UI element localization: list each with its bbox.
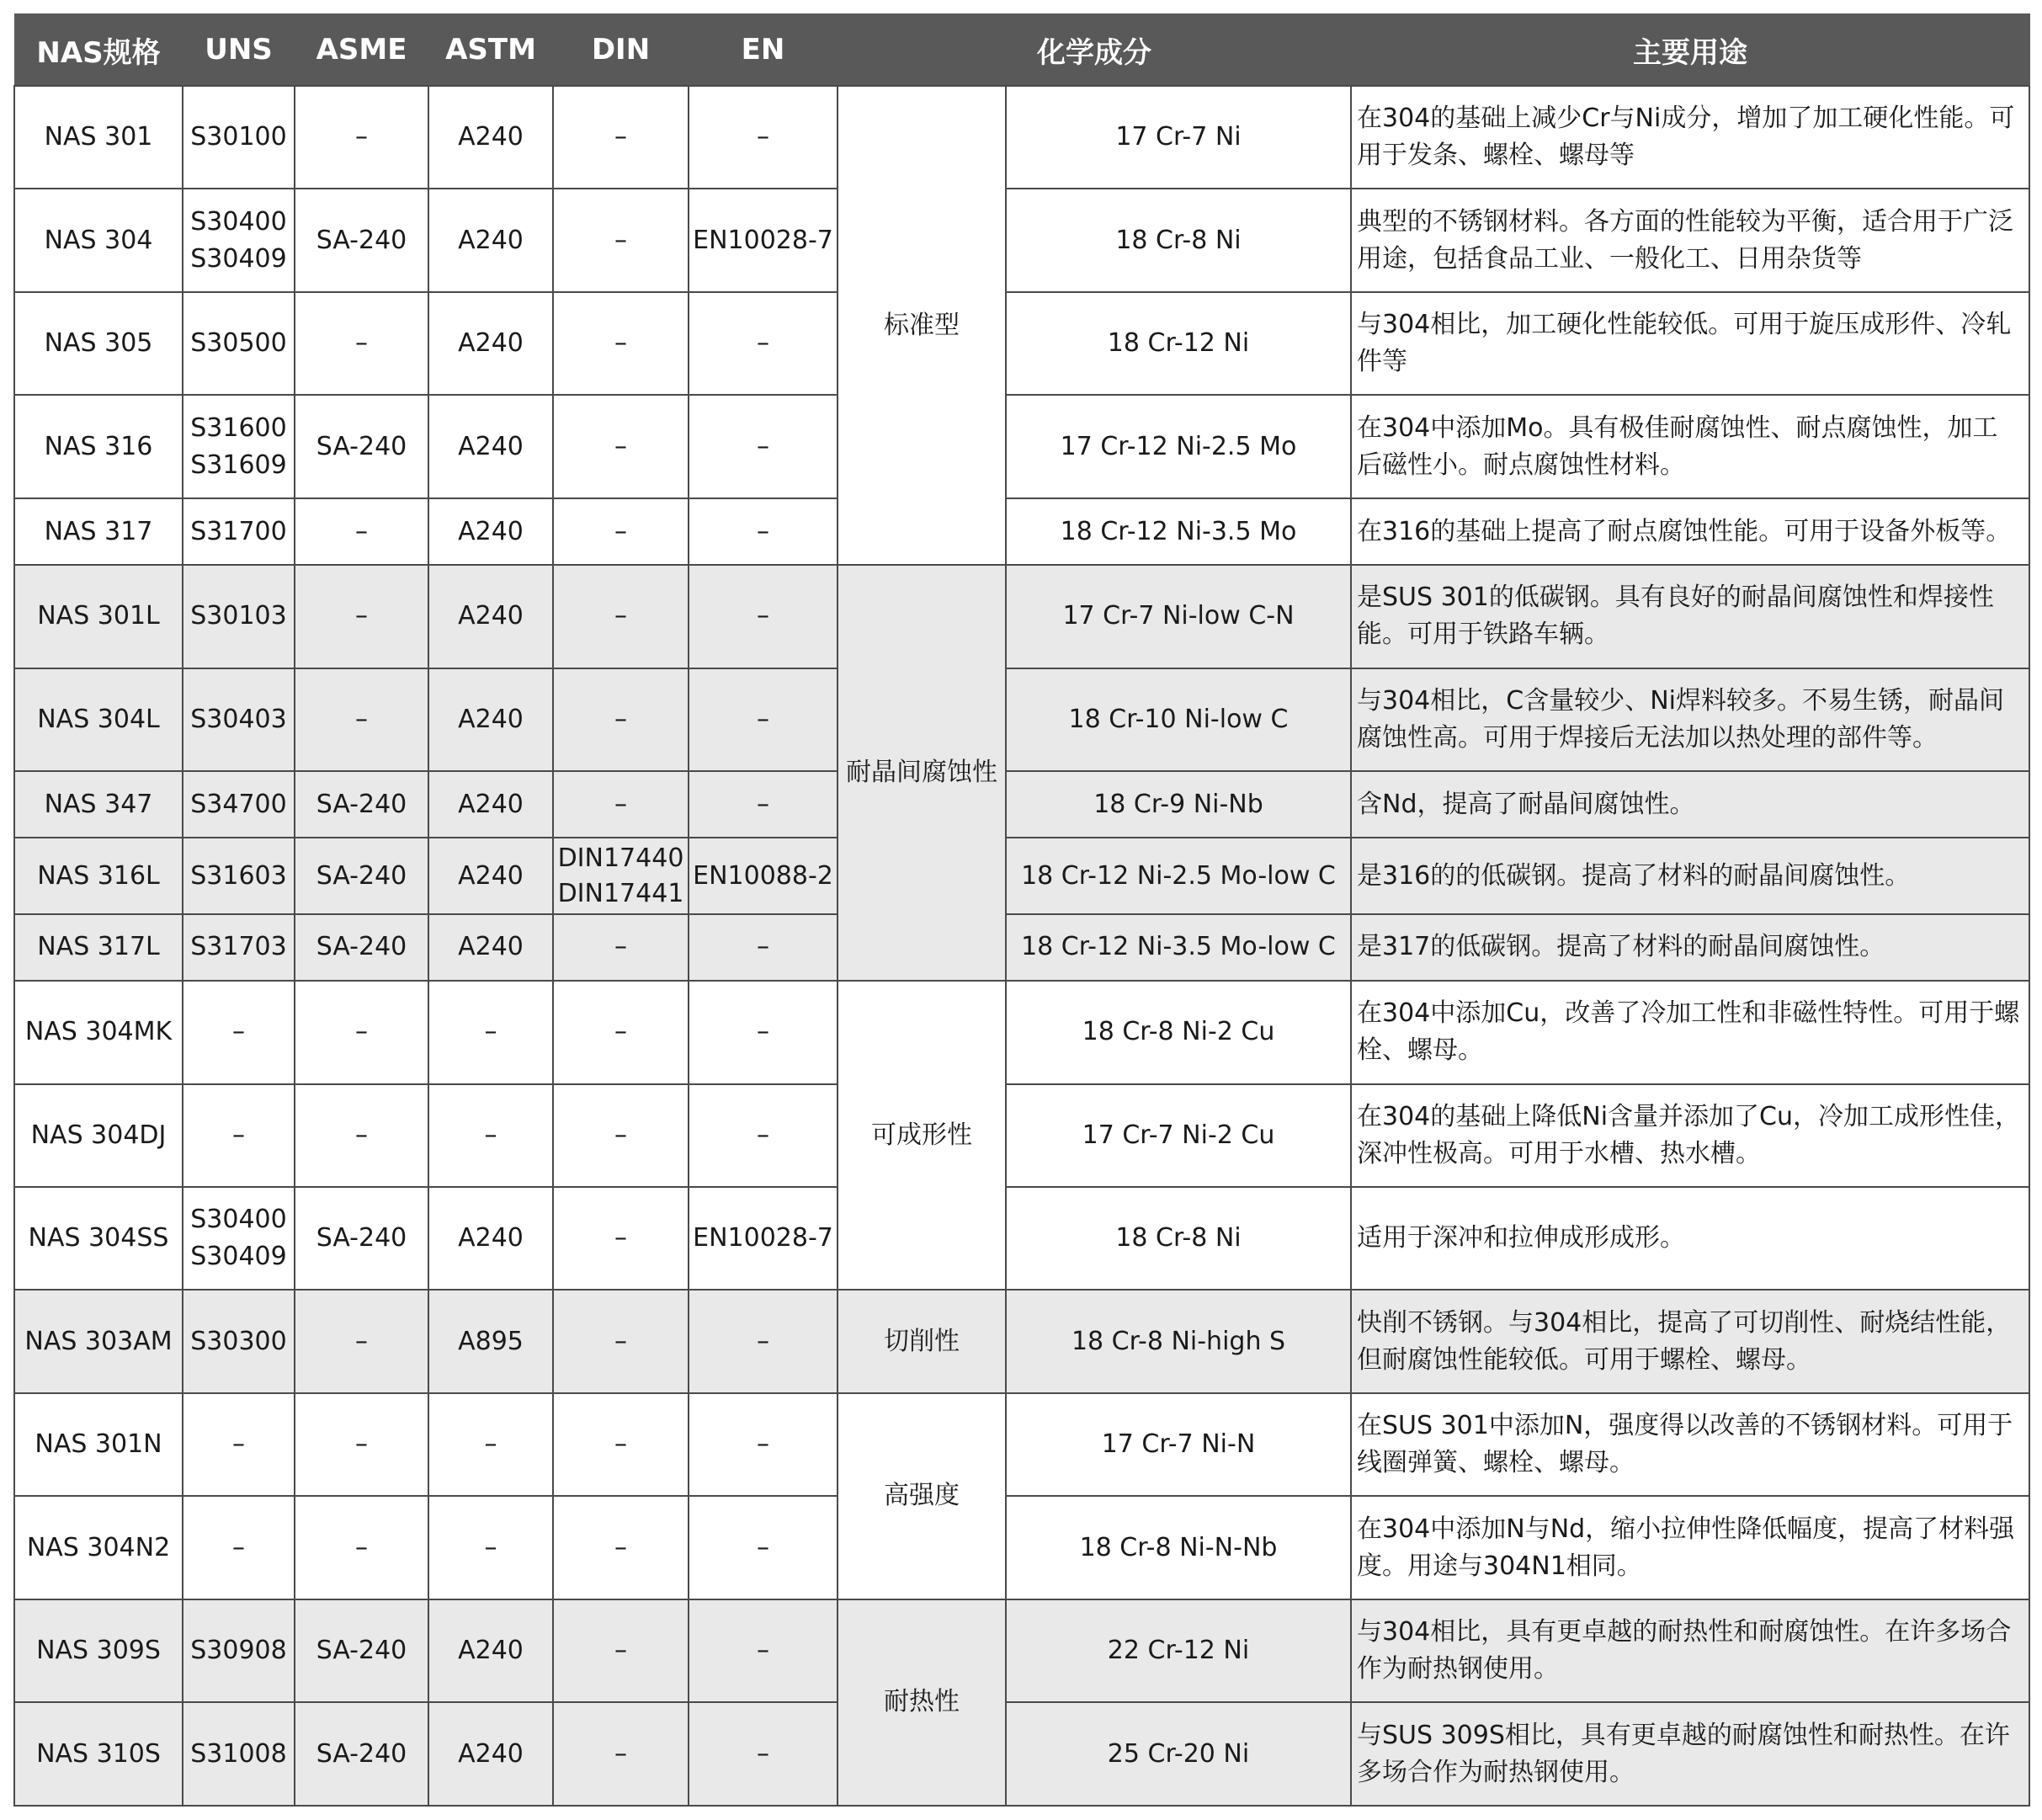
cell-astm: A240 [428,838,553,913]
category-cell: 标准型 [838,86,1006,565]
cell-nas: NAS 347 [14,771,183,838]
header-nas: NAS规格 [14,14,183,87]
table-row [14,1702,2029,1806]
cell-din: – [553,771,689,838]
cell-nas: NAS 304MK [14,981,183,1083]
cell-uns: – [183,1084,295,1187]
cell-chem: 22 Cr-12 Ni [1006,1599,1351,1702]
cell-nas: NAS 304DJ [14,1084,183,1187]
table-row [14,1496,2029,1599]
cell-uns: – [183,981,295,1083]
header-din: DIN [553,14,689,87]
category-cell: 切削性 [838,1290,1006,1392]
cell-usage: 在304的基础上降低Ni含量并添加了Cu，冷加工成形性佳，深冲性极高。可用于水槽、热水槽。 [1351,1084,2029,1187]
cell-din: – [553,1084,689,1187]
cell-nas: NAS 301 [14,86,183,189]
cell-usage: 是SUS 301的低碳钢。具有良好的耐晶间腐蚀性和焊接性能。可用于铁路车辆。 [1351,565,2029,668]
cell-uns: S34700 [183,771,295,838]
cell-din: DIN17440 DIN17441 [553,838,689,913]
cell-din: – [553,914,689,981]
cell-en: – [689,1702,838,1806]
cell-chem: 18 Cr-12 Ni-2.5 Mo-low C [1006,838,1351,913]
cell-din: – [553,189,689,291]
cell-uns: – [183,1393,295,1496]
cell-din: – [553,1702,689,1806]
header-uns: UNS [183,14,295,87]
table-row [14,1599,2029,1702]
cell-din: – [553,981,689,1083]
cell-uns: S30500 [183,292,295,395]
cell-en: EN10088-2 [689,838,838,913]
header-asme: ASME [295,14,428,87]
table-row [14,981,2029,1083]
cell-en: – [689,498,838,565]
cell-nas: NAS 316 [14,395,183,498]
cell-asme: SA-240 [295,771,428,838]
cell-asme: – [295,1084,428,1187]
cell-nas: NAS 316L [14,838,183,913]
cell-en: – [689,914,838,981]
cell-asme: SA-240 [295,1599,428,1702]
cell-usage: 适用于深冲和拉伸成形成形。 [1351,1187,2029,1290]
cell-en: – [689,1599,838,1702]
cell-astm: A240 [428,86,553,189]
table-row [14,914,2029,981]
cell-astm: A895 [428,1290,553,1392]
cell-chem: 17 Cr-12 Ni-2.5 Mo [1006,395,1351,498]
cell-en: EN10028-7 [689,1187,838,1290]
cell-usage: 与304相比，C含量较少、Ni焊料较多。不易生锈，耐晶间腐蚀性高。可用于焊接后无法加以热处理的部件等。 [1351,668,2029,771]
cell-usage: 与304相比，加工硬化性能较低。可用于旋压成形件、冷轧件等 [1351,292,2029,395]
cell-usage: 是316的的低碳钢。提高了材料的耐晶间腐蚀性。 [1351,838,2029,913]
cell-astm: A240 [428,1187,553,1290]
cell-asme: – [295,498,428,565]
cell-uns: S30100 [183,86,295,189]
cell-chem: 18 Cr-8 Ni-N-Nb [1006,1496,1351,1599]
cell-asme: SA-240 [295,838,428,913]
cell-din: – [553,1599,689,1702]
header-row [14,14,2029,87]
cell-din: – [553,1187,689,1290]
cell-usage: 是317的低碳钢。提高了材料的耐晶间腐蚀性。 [1351,914,2029,981]
cell-uns: – [183,1496,295,1599]
cell-en: – [689,771,838,838]
cell-usage: 在304中添加N与Nd，缩小拉伸性降低幅度，提高了材料强度。用途与304N1相同。 [1351,1496,2029,1599]
cell-chem: 18 Cr-8 Ni [1006,189,1351,291]
header-chemical: 化学成分 [838,14,1351,87]
cell-uns: S30908 [183,1599,295,1702]
cell-chem: 18 Cr-12 Ni [1006,292,1351,395]
cell-en: – [689,292,838,395]
table-row [14,1084,2029,1187]
table-row [14,565,2029,668]
cell-chem: 18 Cr-8 Ni [1006,1187,1351,1290]
cell-chem: 18 Cr-8 Ni-2 Cu [1006,981,1351,1083]
table-row [14,189,2029,291]
cell-nas: NAS 301L [14,565,183,668]
cell-usage: 快削不锈钢。与304相比，提高了可切削性、耐烧结性能，但耐腐蚀性能较低。可用于螺栓、螺母。 [1351,1290,2029,1392]
cell-nas: NAS 304N2 [14,1496,183,1599]
cell-asme: – [295,668,428,771]
cell-chem: 17 Cr-7 Ni [1006,86,1351,189]
table-row [14,668,2029,771]
cell-usage: 含Nd，提高了耐晶间腐蚀性。 [1351,771,2029,838]
cell-din: – [553,1496,689,1599]
cell-din: – [553,86,689,189]
cell-asme: – [295,292,428,395]
cell-astm: – [428,981,553,1083]
category-cell: 可成形性 [838,981,1006,1290]
cell-nas: NAS 317L [14,914,183,981]
cell-chem: 17 Cr-7 Ni-2 Cu [1006,1084,1351,1187]
cell-en: – [689,565,838,668]
cell-asme: – [295,981,428,1083]
cell-nas: NAS 304 [14,189,183,291]
cell-astm: – [428,1393,553,1496]
category-cell: 耐晶间腐蚀性 [838,565,1006,981]
cell-din: – [553,668,689,771]
table-row [14,771,2029,838]
cell-asme: – [295,565,428,668]
cell-nas: NAS 303AM [14,1290,183,1392]
cell-en: – [689,1290,838,1392]
header-usage: 主要用途 [1351,14,2029,87]
cell-en: – [689,981,838,1083]
table-row [14,1290,2029,1392]
cell-en: – [689,395,838,498]
cell-en: – [689,1084,838,1187]
cell-chem: 25 Cr-20 Ni [1006,1702,1351,1806]
cell-astm: A240 [428,565,553,668]
table-row [14,838,2029,913]
table-row [14,1393,2029,1496]
cell-usage: 典型的不锈钢材料。各方面的性能较为平衡，适合用于广泛用途，包括食品工业、一般化工、日用杂货等 [1351,189,2029,291]
cell-chem: 18 Cr-9 Ni-Nb [1006,771,1351,838]
cell-asme: – [295,1496,428,1599]
table-row [14,395,2029,498]
cell-uns: S31008 [183,1702,295,1806]
cell-astm: A240 [428,292,553,395]
cell-asme: SA-240 [295,395,428,498]
cell-asme: – [295,1393,428,1496]
cell-astm: – [428,1496,553,1599]
cell-asme: SA-240 [295,914,428,981]
cell-astm: A240 [428,498,553,565]
cell-astm: – [428,1084,553,1187]
cell-din: – [553,565,689,668]
cell-usage: 与304相比，具有更卓越的耐热性和耐腐蚀性。在许多场合作为耐热钢使用。 [1351,1599,2029,1702]
cell-uns: S31703 [183,914,295,981]
cell-din: – [553,292,689,395]
cell-uns: S31700 [183,498,295,565]
cell-chem: 17 Cr-7 Ni-N [1006,1393,1351,1496]
cell-usage: 在304中添加Cu，改善了冷加工性和非磁性特性。可用于螺栓、螺母。 [1351,981,2029,1083]
cell-en: EN10028-7 [689,189,838,291]
cell-uns: S31600 S31609 [183,395,295,498]
cell-usage: 在SUS 301中添加N，强度得以改善的不锈钢材料。可用于线圈弹簧、螺栓、螺母。 [1351,1393,2029,1496]
cell-en: – [689,86,838,189]
cell-chem: 18 Cr-12 Ni-3.5 Mo-low C [1006,914,1351,981]
cell-chem: 18 Cr-12 Ni-3.5 Mo [1006,498,1351,565]
cell-uns: S31603 [183,838,295,913]
cell-asme: SA-240 [295,1702,428,1806]
cell-din: – [553,395,689,498]
cell-din: – [553,498,689,565]
cell-uns: S30400 S30409 [183,189,295,291]
category-cell: 耐热性 [838,1599,1006,1806]
cell-astm: A240 [428,771,553,838]
cell-chem: 17 Cr-7 Ni-low C-N [1006,565,1351,668]
stainless-steel-grade-table [13,13,2030,1807]
cell-astm: A240 [428,668,553,771]
cell-uns: S30403 [183,668,295,771]
cell-uns: S30300 [183,1290,295,1392]
cell-nas: NAS 304L [14,668,183,771]
cell-din: – [553,1393,689,1496]
cell-asme: – [295,1290,428,1392]
cell-astm: A240 [428,914,553,981]
cell-chem: 18 Cr-10 Ni-low C [1006,668,1351,771]
cell-usage: 在304中添加Mo。具有极佳耐腐蚀性、耐点腐蚀性，加工后磁性小。耐点腐蚀性材料。 [1351,395,2029,498]
cell-nas: NAS 305 [14,292,183,395]
cell-astm: A240 [428,1599,553,1702]
cell-nas: NAS 309S [14,1599,183,1702]
category-cell: 高强度 [838,1393,1006,1599]
header-astm: ASTM [428,14,553,87]
cell-nas: NAS 304SS [14,1187,183,1290]
cell-asme: SA-240 [295,1187,428,1290]
cell-din: – [553,1290,689,1392]
cell-usage: 与SUS 309S相比，具有更卓越的耐腐蚀性和耐热性。在许多场合作为耐热钢使用。 [1351,1702,2029,1806]
cell-en: – [689,668,838,771]
cell-chem: 18 Cr-8 Ni-high S [1006,1290,1351,1392]
cell-en: – [689,1496,838,1599]
cell-astm: A240 [428,1702,553,1806]
table-row [14,498,2029,565]
cell-astm: A240 [428,189,553,291]
table-row [14,86,2029,189]
cell-usage: 在304的基础上减少Cr与Ni成分，增加了加工硬化性能。可用于发条、螺栓、螺母等 [1351,86,2029,189]
cell-uns: S30103 [183,565,295,668]
header-en: EN [689,14,838,87]
cell-nas: NAS 310S [14,1702,183,1806]
cell-usage: 在316的基础上提高了耐点腐蚀性能。可用于设备外板等。 [1351,498,2029,565]
cell-astm: A240 [428,395,553,498]
cell-en: – [689,1393,838,1496]
cell-nas: NAS 317 [14,498,183,565]
table-row [14,292,2029,395]
cell-asme: – [295,86,428,189]
cell-uns: S30400 S30409 [183,1187,295,1290]
cell-asme: SA-240 [295,189,428,291]
cell-nas: NAS 301N [14,1393,183,1496]
table-row [14,1187,2029,1290]
